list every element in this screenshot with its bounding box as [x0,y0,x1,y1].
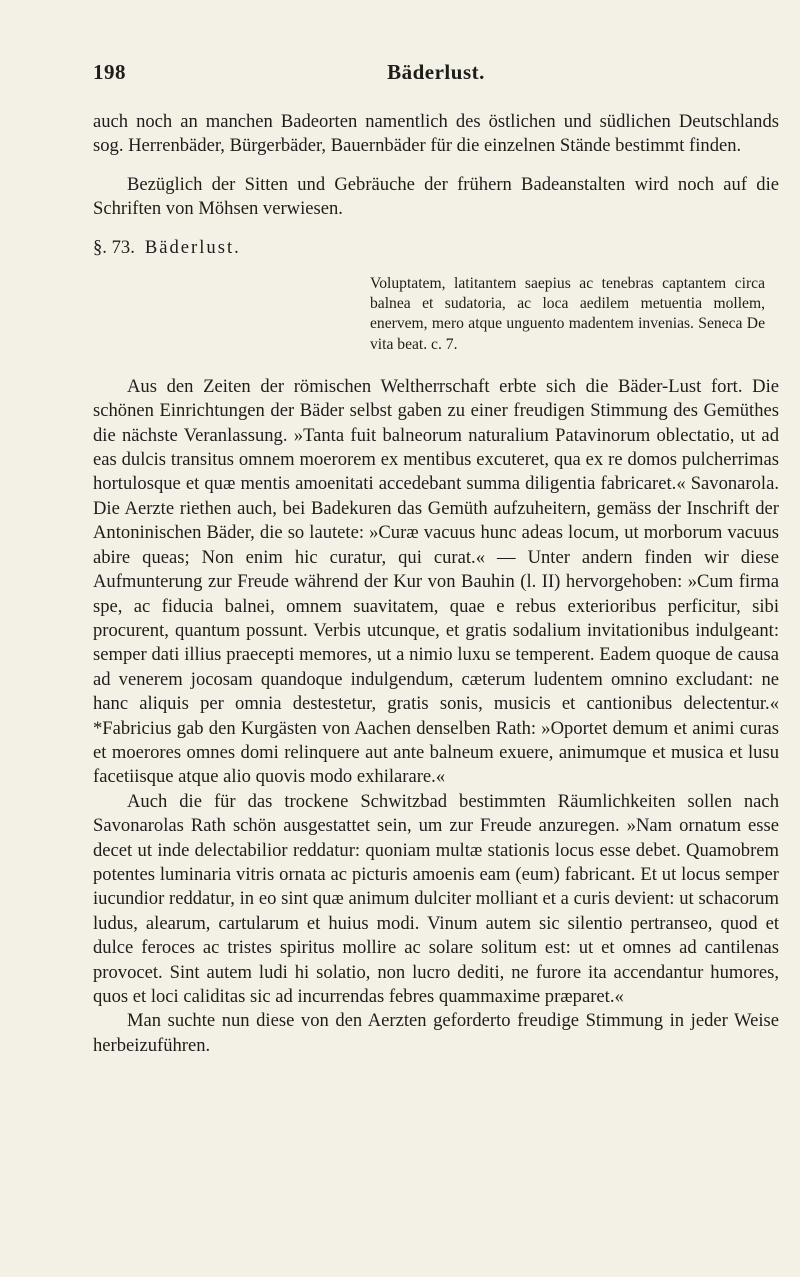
paragraph: Man suchte nun diese von den Aerzten geforderto freudige Stimmung in jeder Weise herbeizuführen. [93,1010,779,1056]
paragraph: Auch die für das trockene Schwitzbad bestimmten Räumlichkeiten sollen nach Savonarolas Rath schön ausgestattet sein, um zur Freude anzuregen. »Nam ornatum esse decet ut inde delectabilior reddatur: quoniam multæ stationis locus esse debet. Quamobrem potentes luminaria vitris ornata ac picturis amoenis eam (eum) fabricant. Et ut locus semper iucundior reddatur, in eo sint quæ animum dulciter molliant et a curis devient: ut schacorum ludus, alearum, cartularum et huius modi. Vinum autem sic silentio pertranseo, quod et dulce feroces ac tristes spiritus mollire ac solare solitum est: ut et omnes ad cantilenas provocet. Sint autem ludi hi solatio, non lucro dediti, ne furore ita accendantur humores, quos et loci caliditas sic ad incurrendas febres quammaxime præparet.« [93,790,779,1007]
paragraph: Aus den Zeiten der römischen Weltherrschaft erbte sich die Bäder-Lust fort. Die schönen Einrichtungen der Bäder selbst gaben zu einer freudigen Stimmung des Gemüthes die nächste Veranlassung. »Tanta fuit balneorum naturalium Patavinorum oblectatio, ut ad eas dulcis transitus omnem moerorem ex mentibus excuteret, qua ex re domos pulcherrimas hortulosque et quæ mentis amoenitati accedebant summa diligentia fabricaret.« Savonarola. Die Aerzte riethen auch, bei Badekuren das Gemüth aufzuheitern, gemäss der Inschrift der Antoninischen Bäder, die so lautete: »Curæ vacuus hunc adeas locum, ut morborum vacuus abire queas; Non enim hic curatur, qui curat.« — Unter andern finden wir diese Aufmunterung zur Freude während der Kur von Bauhin (l. II) hervorgehoben: »Cum firma spe, ac fiducia balnei, omnem suavitatem, quae e rebus exterioribus perficitur, sibi procurent, quantum possunt. Verbis utcunque, et gratis sodalium invitationibus indulgeant: semper dati illius praecepti memores, ut a nimio luxu se temperent. Eadem quoque de causa ad venerem jocosam quandoque indulgendum, cæterum ludentem omnino excludant: ne hanc aliquis per omnia destestetur, gratis sonis, musicis et cantionibus delectentur.« *Fabricius gab den Kurgästen von Aachen denselben Rath: »Oportet demum et animi curas et moerores omnes domi relinquere aut ante balneum exuere, animumque et musica et lusu facetiisque atque alio quovis modo exhilarare.« [93,375,779,788]
body-text [93,110,779,1058]
section-heading [93,236,779,260]
running-title: Bäderlust. [387,60,485,84]
paragraph: Bezüglich der Sitten und Gebräuche der frühern Badeanstalten wird noch auf die Schriften von Möhsen verwiesen. [93,173,779,220]
section-title: Bäderlust. [144,236,241,258]
paragraph: auch noch an manchen Badeorten namentlich des östlichen und südlichen Deutschlands sog. Herrenbäder, Bürgerbäder, Bauernbäder für die einzelnen Stände bestimmt finden. [93,111,779,157]
page-number: 198 [93,60,126,84]
page-header [93,60,779,92]
epigraph: Voluptatem, latitantem saepius ac tenebras captantem circa balnea et sudatoria, ac loca aedilem metuentia mollem, enervem, mero atque unguento madentem invenias. Seneca De vita beat. c. 7. [370,275,765,353]
section-number: §. 73. [93,236,135,258]
